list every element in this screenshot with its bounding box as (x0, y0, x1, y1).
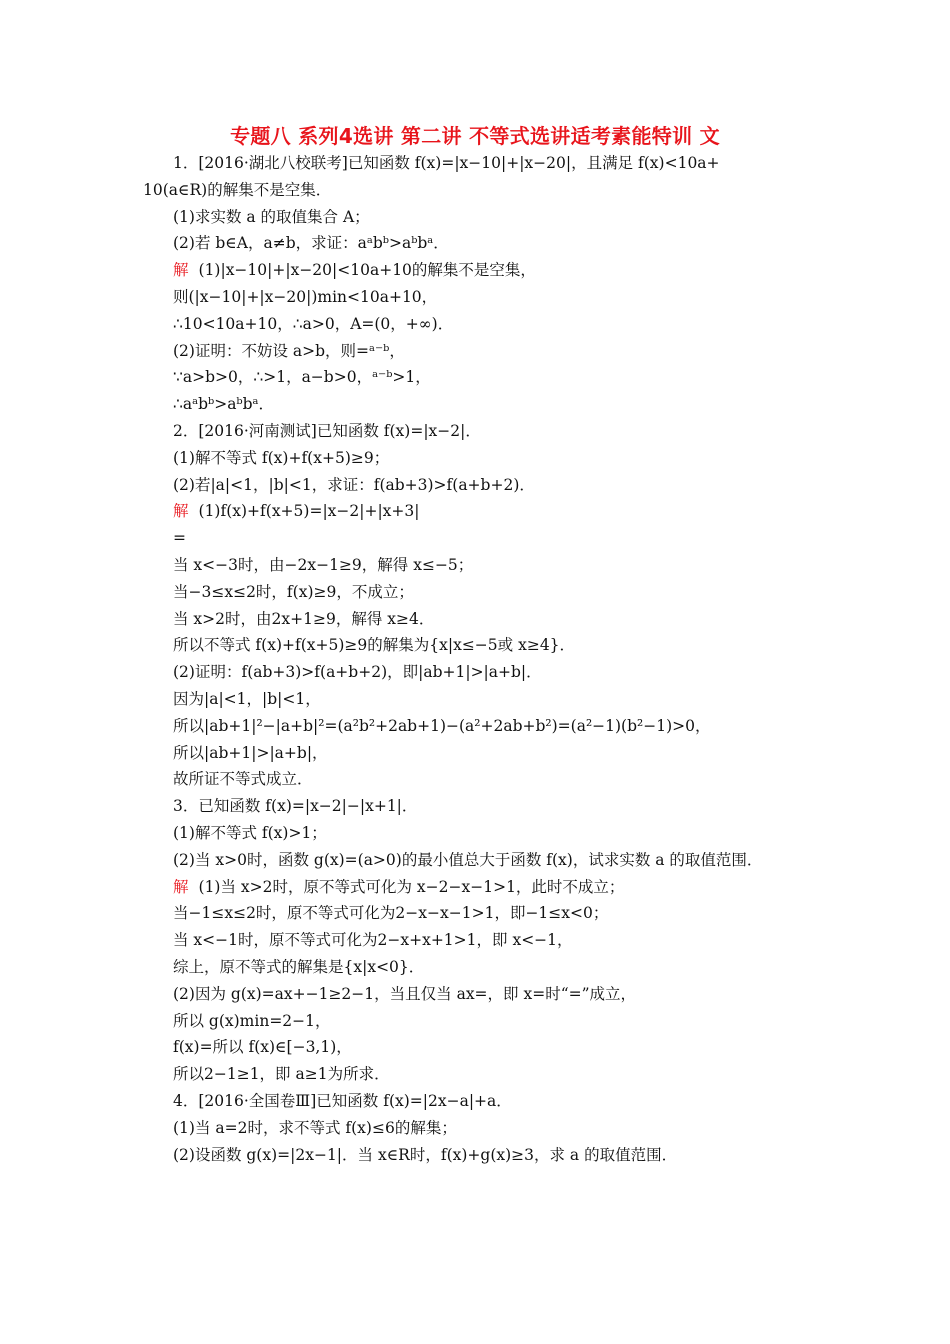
solution-label: 解 (173, 502, 189, 521)
text-line (173, 983, 636, 1005)
text-line (173, 554, 473, 576)
text-line (173, 929, 573, 951)
text-line (173, 500, 420, 522)
line-text: (2)因为 g(x)=ax+−1≥2−1，当且仅当 ax=，即 x=时“=”成立， (173, 984, 637, 1003)
text-line (173, 1036, 352, 1058)
line-text: (2)若 b∈A，a≠b，求证：aᵃbᵇ>aᵇbᵃ． (173, 234, 449, 253)
line-text: (1)f(x)+f(x+5)=|x−2|+|x+3| (198, 502, 420, 521)
text-line (173, 956, 424, 978)
text-line (173, 742, 328, 764)
text-line (173, 206, 370, 228)
line-text: 4．[2016·全国卷Ⅲ]已知函数 f(x)=|2x−a|+a． (173, 1092, 512, 1110)
text-line (173, 420, 481, 442)
text-line (173, 1063, 390, 1085)
text-line (173, 286, 437, 308)
line-text: = (173, 529, 186, 548)
line-text: (1)求实数 a 的取值集合 A； (173, 207, 370, 226)
text-line (173, 527, 186, 549)
line-text: ∴aᵃbᵇ>aᵇbᵃ． (173, 395, 275, 414)
line-text: 因为|a|<1，|b|<1， (173, 690, 321, 708)
line-text: 当 x>2时，由2x+1≥9，解得 x≥4． (173, 609, 435, 628)
line-text: (1)解不等式 f(x)+f(x+5)≥9； (173, 448, 390, 467)
line-text: (1)|x−10|+|x−20|<10a+10的解集不是空集， (198, 261, 536, 280)
text-line (173, 876, 624, 898)
line-text: 2．[2016·河南测试]已知函数 f(x)=|x−2|． (173, 422, 481, 440)
text-line (173, 849, 762, 871)
line-text: 当−1≤x≤2时，原不等式可化为2−x−x−1>1，即−1≤x<0； (173, 904, 609, 923)
text-line (173, 795, 417, 817)
text-line (173, 661, 542, 683)
text-line (173, 474, 535, 496)
line-text: 故所证不等式成立． (173, 770, 313, 789)
line-text: ∴10<10a+10，∴a>0，A=(0，+∞)． (173, 314, 454, 333)
text-line (173, 1117, 457, 1139)
line-text: (1)当 x>2时，原不等式可化为 x−2−x−1>1，此时不成立； (198, 877, 625, 896)
line-text: (1)当 a=2时，求不等式 f(x)≤6的解集； (173, 1118, 457, 1137)
line-text: 当−3≤x≤2时，f(x)≥9，不成立； (173, 582, 414, 601)
line-text: 3．已知函数 f(x)=|x−2|−|x+1|． (173, 797, 418, 816)
text-line (173, 447, 389, 469)
line-text: 则(|x−10|+|x−20|)min<10a+10， (173, 288, 438, 306)
text-line (173, 366, 431, 388)
text-line (173, 232, 449, 254)
text-line (173, 822, 327, 844)
text-line (173, 581, 414, 603)
line-text: 1．[2016·湖北八校联考]已知函数 f(x)=|x−10|+|x−20|，且满足 f(x)<10a+ (173, 154, 720, 172)
line-text: (2)设函数 g(x)=|2x−1|．当 x∈R时，f(x)+g(x)≥3，求 a 的取值范围． (173, 1145, 678, 1164)
line-text: f(x)=所以 f(x)∈[−3,1)， (173, 1038, 352, 1057)
solution-label: 解 (173, 877, 189, 896)
line-text: 当 x<−3时，由−2x−1≥9，解得 x≤−5； (173, 556, 474, 574)
line-text: (1)解不等式 f(x)>1； (173, 824, 327, 842)
line-text: ∵a>b>0，∴>1，a−b>0，ᵃ⁻ᵇ>1， (173, 368, 431, 387)
line-text: 综上，原不等式的解集是{x|x<0}． (173, 958, 425, 976)
text-line (173, 768, 313, 790)
line-text: 所以不等式 f(x)+f(x+5)≥9的解集为{x|x≤−5或 x≥4}． (173, 636, 576, 655)
text-line (173, 313, 453, 335)
document-title: 专题八 系列4选讲 第二讲 不等式选讲适考素能特训 文 (230, 124, 720, 148)
text-line (143, 179, 331, 201)
solution-label: 解 (173, 261, 189, 280)
text-line (173, 1144, 677, 1166)
line-text: (2)证明：f(ab+3)>f(a+b+2)，即|ab+1|>|a+b|． (173, 663, 542, 682)
text-line (173, 902, 608, 924)
line-text: 所以2−1≥1，即 a≥1为所求． (173, 1065, 390, 1084)
text-line (173, 1090, 512, 1112)
line-text: 所以|ab+1|²−|a+b|²=(a²b²+2ab+1)−(a²+2ab+b²)=(a²−1)(b²−1)>0， (173, 716, 711, 735)
text-line (173, 152, 720, 174)
line-text: (2)证明：不妨设 a>b，则=ᵃ⁻ᵇ， (173, 341, 405, 360)
text-line (173, 634, 575, 656)
line-text: 10(a∈R)的解集不是空集． (143, 180, 332, 199)
line-text: (2)若|a|<1，|b|<1，求证：f(ab+3)>f(a+b+2)． (173, 475, 535, 494)
text-line (173, 340, 405, 362)
line-text: 当 x<−1时，原不等式可化为2−x+x+1>1，即 x<−1， (173, 931, 573, 950)
text-line (173, 715, 710, 737)
line-text: 所以|ab+1|>|a+b|， (173, 743, 328, 762)
text-line (173, 1010, 331, 1032)
text-line (173, 688, 321, 710)
text-line (173, 393, 274, 415)
text-line (173, 608, 434, 630)
line-text: (2)当 x>0时，函数 g(x)=(a>0)的最小值总大于函数 f(x)，试求实数 a 的取值范围． (173, 850, 763, 869)
text-line (173, 259, 536, 281)
line-text: 所以 g(x)min=2−1， (173, 1011, 331, 1030)
